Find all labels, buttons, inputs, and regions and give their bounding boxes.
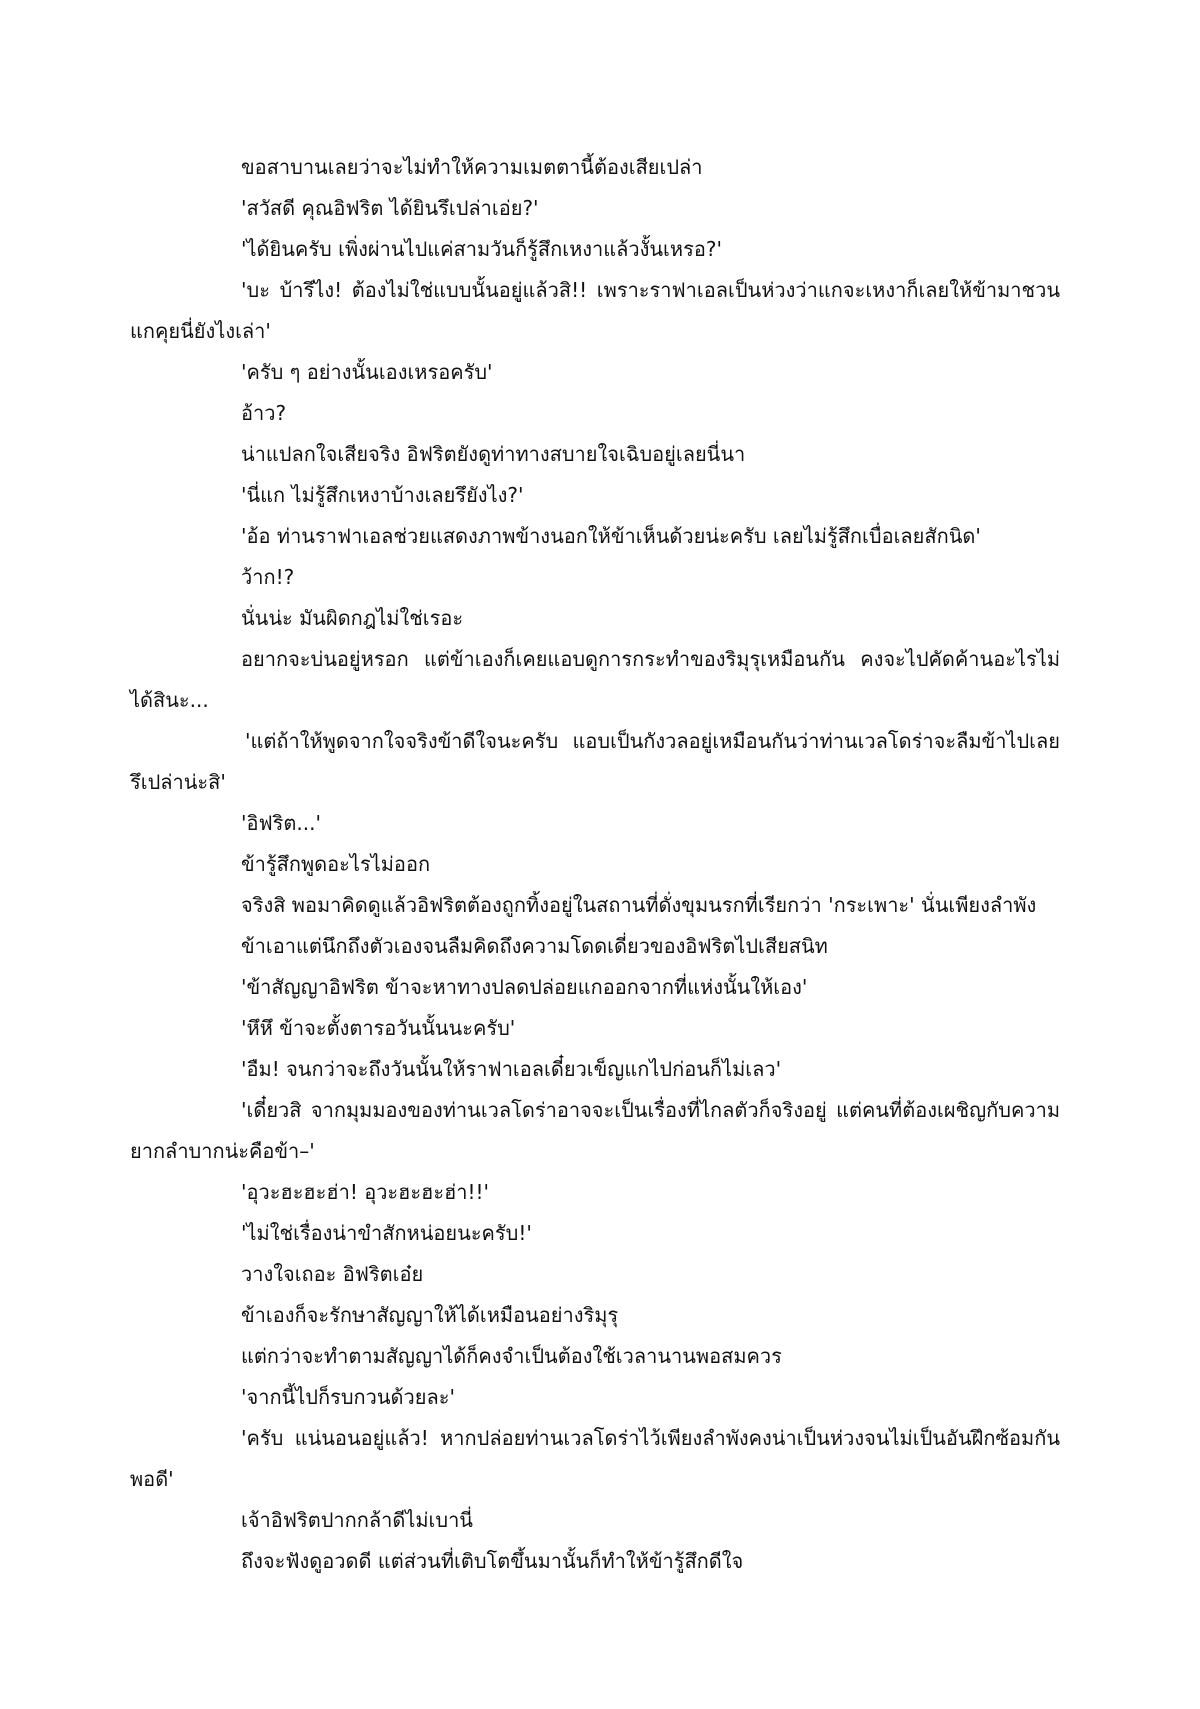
paragraph-14: 'อิฟริต...' [241,811,321,835]
paragraph-7: น่าแปลกใจเสียจริง อิฟริตยังดูท่าทางสบายใจเฉิบอยู่เลยนี่นา [241,442,746,466]
paragraph-4: 'บะ บ้ารึไง! ต้องไม่ใช่แบบนั้นอยู่แล้วสิ!! เพราะราฟาเอลเป็นห่วงว่าแกจะเหงาก็เลยให้ข้ามาชวนแกคุยนี่ยังไงเล่า' [130,278,1060,343]
paragraph-17: ข้าเอาแต่นึกถึงตัวเองจนลืมคิดถึงความโดดเดี่ยวของอิฟริตไปเสียสนิท [241,934,828,958]
paragraph-22: 'อุวะฮะฮะฮ่า! อุวะฮะฮะฮ่า!!' [241,1180,490,1204]
paragraph-30: ถึงจะฟังดูอวดดี แต่ส่วนที่เติบโตขึ้นมานั้นก็ทำให้ข้ารู้สึกดีใจ [241,1549,744,1573]
paragraph-2: 'สวัสดี คุณอิฟริต ได้ยินรึเปล่าเอ่ย?' [241,196,539,220]
paragraph-11: นั่นน่ะ มันผิดกฎไม่ใช่เรอะ [241,606,464,630]
paragraph-6: อ้าว? [241,401,287,425]
paragraph-15: ข้ารู้สึกพูดอะไรไม่ออก [241,852,431,876]
paragraph-9: 'อ้อ ท่านราฟาเอลช่วยแสดงภาพข้างนอกให้ข้าเห็นด้วยน่ะครับ เลยไม่รู้สึกเบื่อเลยสักนิด' [241,524,981,548]
paragraph-23: 'ไม่ใช่เรื่องน่าขำสักหน่อยนะครับ!' [241,1221,532,1245]
paragraph-24: วางใจเถอะ อิฟริตเอ๋ย [241,1262,424,1286]
paragraph-5: 'ครับ ๆ อย่างนั้นเองเหรอครับ' [241,360,493,384]
body-text [130,147,1060,1582]
paragraph-10: ว้าก!? [241,565,295,589]
paragraph-29: เจ้าอิฟริตปากกล้าดีไม่เบานี่ [241,1508,473,1532]
paragraph-18: 'ข้าสัญญาอิฟริต ข้าจะหาทางปลดปล่อยแกออกจากที่แห่งนั้นให้เอง' [241,975,808,999]
paragraph-20: 'อืม! จนกว่าจะถึงวันนั้นให้ราฟาเอลเดี๋ยวเข็ญแกไปก่อนก็ไม่เลว' [241,1057,782,1081]
paragraph-13: 'แต่ถ้าให้พูดจากใจจริงข้าดีใจนะครับ แอบเป็นกังวลอยู่เหมือนกันว่าท่านเวลโดร่าจะลืมข้าไปเลยรึเปล่าน่ะสิ' [130,729,1060,794]
paragraph-8: 'นี่แก ไม่รู้สึกเหงาบ้างเลยรึยังไง?' [241,483,524,507]
paragraph-1: ขอสาบานเลยว่าจะไม่ทำให้ความเมตตานี้ต้องเสียเปล่า [241,155,703,179]
paragraph-25: ข้าเองก็จะรักษาสัญญาให้ได้เหมือนอย่างริมุรุ [241,1303,619,1327]
paragraph-28: 'ครับ แน่นอนอยู่แล้ว! หากปล่อยท่านเวลโดร่าไว้เพียงลำพังคงน่าเป็นห่วงจนไม่เป็นอันฝึกซ้อมกันพอดี' [130,1426,1060,1491]
paragraph-21: 'เดี๋ยวสิ จากมุมมองของท่านเวลโดร่าอาจจะเป็นเรื่องที่ไกลตัวก็จริงอยู่ แต่คนที่ต้องเผชิญกับความยากลำบากน่ะคือข้า–' [130,1098,1060,1163]
paragraph-12: อยากจะบ่นอยู่หรอก แต่ข้าเองก็เคยแอบดูการกระทำของริมุรุเหมือนกัน คงจะไปคัดค้านอะไรไม่ได้สินะ... [130,647,1060,712]
paragraph-19: 'หึหึ ข้าจะตั้งตารอวันนั้นนะครับ' [241,1016,516,1040]
paragraph-16: จริงสิ พอมาคิดดูแล้วอิฟริตต้องถูกทิ้งอยู่ในสถานที่ดั่งขุมนรกที่เรียกว่า 'กระเพาะ' นั่นเพียงลำพัง [241,893,1037,917]
paragraph-26: แต่กว่าจะทำตามสัญญาได้ก็คงจำเป็นต้องใช้เวลานานพอสมควร [241,1344,782,1368]
paragraph-27: 'จากนี้ไปก็รบกวนด้วยละ' [241,1385,455,1409]
paragraph-3: 'ได้ยินครับ เพิ่งผ่านไปแค่สามวันก็รู้สึกเหงาแล้วงั้นเหรอ?' [241,237,722,261]
